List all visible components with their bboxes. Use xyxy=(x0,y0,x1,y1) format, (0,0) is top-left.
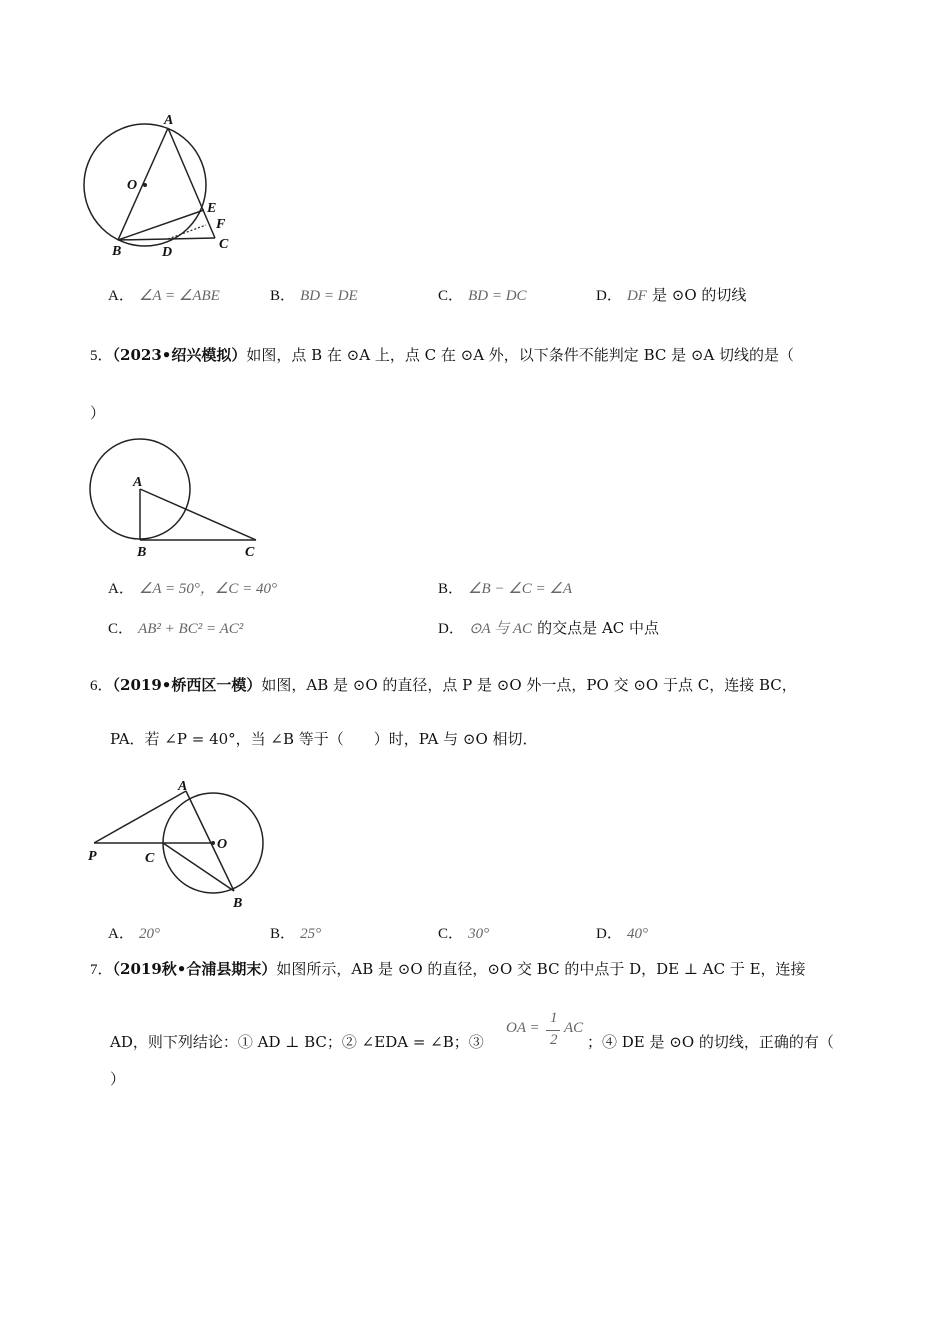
q6-question: 6．（2019•桥西区一模）如图，AB 是 ⊙O 的直径，点 P 是 ⊙O 外一点，PO 交 ⊙O 于点 C，连接 BC， xyxy=(90,676,797,694)
q4-option-a[interactable]: A． ∠A = ∠ABE xyxy=(108,288,220,304)
q5-figure xyxy=(84,438,274,562)
q7-question-line2b: ；④ DE 是 ⊙O 的切线，正确的有（ xyxy=(587,1033,834,1051)
q6-figure xyxy=(84,776,274,910)
q7-question: 7．（2019秋•合浦县期末）如图所示，AB 是 ⊙O 的直径，⊙O 交 BC 的中点于 D，DE ⊥ AC 于 E，连接 xyxy=(90,960,806,978)
q6-label-O: O xyxy=(217,837,228,852)
q4-label-F: F xyxy=(216,217,226,232)
q4-label-A: A xyxy=(164,113,174,128)
q4-label-O: O xyxy=(127,178,138,193)
q6-label-B: B xyxy=(233,896,243,910)
q6-option-b[interactable]: B． 25° xyxy=(270,926,322,942)
q5-label-A: A xyxy=(133,475,143,490)
q4-label-D: D xyxy=(162,245,173,260)
q4-label-B: B xyxy=(112,244,122,259)
q4-label-C: C xyxy=(219,237,229,252)
q7-question-line2a: AD，则下列结论：① AD ⊥ BC；② ∠EDA = ∠B；③ xyxy=(110,1033,484,1051)
q5-label-B: B xyxy=(137,545,147,560)
q4-option-c[interactable]: C． BD = DC xyxy=(438,288,527,304)
q7-question-end: ） xyxy=(110,1070,126,1088)
q5-label-C: C xyxy=(245,545,255,560)
q6-option-c[interactable]: C． 30° xyxy=(438,926,490,942)
q4-label-E: E xyxy=(207,201,217,216)
q5-option-b[interactable]: B． ∠B − ∠C = ∠A xyxy=(438,581,573,597)
q4-figure xyxy=(80,108,260,260)
q5-question-end: ） xyxy=(90,404,106,422)
q6-option-d[interactable]: D． 40° xyxy=(596,926,648,942)
q5-option-a[interactable]: A． ∠A = 50°，∠C = 40° xyxy=(108,581,277,597)
q6-label-P: P xyxy=(88,849,97,864)
q4-option-d[interactable]: D． DF 是 ⊙O 的切线 xyxy=(596,286,747,304)
q6-label-A: A xyxy=(178,779,188,794)
q4-option-b[interactable]: B． BD = DE xyxy=(270,288,358,304)
q5-question: 5．（2023•绍兴模拟）如图，点 B 在 ⊙A 上，点 C 在 ⊙A 外，以下条件不能判定 BC 是 ⊙A 切线的是（ xyxy=(90,346,795,364)
q5-option-c[interactable]: C． AB² + BC² = AC² xyxy=(108,621,244,637)
q6-option-a[interactable]: A． 20° xyxy=(108,926,160,942)
q6-label-C: C xyxy=(145,851,155,866)
q5-option-d[interactable]: D． ⊙A 与 AC 的交点是 AC 中点 xyxy=(438,619,660,637)
q6-question-line2: PA．若 ∠P = 40°，当 ∠B 等于（ ）时，PA 与 ⊙O 相切． xyxy=(110,730,538,748)
